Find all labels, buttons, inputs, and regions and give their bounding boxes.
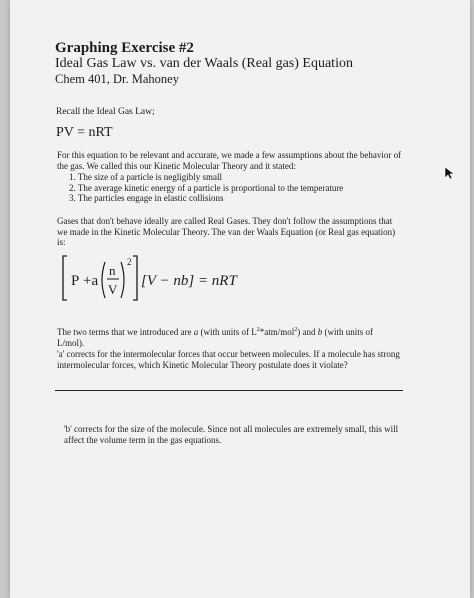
terms-intro-d: ) and: [297, 327, 318, 337]
vdw-equation-graphic: [61, 252, 291, 304]
document-page: [10, 0, 470, 598]
terms-intro-e: (with units of: [322, 327, 373, 337]
terms-intro: [57, 327, 373, 338]
terms-intro-c: *atm/mol: [259, 327, 295, 337]
list-item: 1. The size of a particle is negligibly small: [69, 172, 223, 182]
vdw-v: V: [108, 282, 118, 297]
assumptions-list: [69, 172, 343, 204]
real-gas-text: Gases that don't behave ideally are called Real Gases. They don't follow the assumptions that we made in the Kinetic Molecular Theory. The van der Waals Equation (or Real gas equation) is:: [57, 216, 396, 247]
term-a: a: [193, 327, 199, 337]
page-title: Graphing Exercise #2: [55, 40, 194, 56]
recall-text: Recall the Ideal Gas Law;: [56, 107, 155, 117]
terms-intro-b: (with units of L: [198, 327, 257, 337]
vdw-rhs: [V − nb] = nRT: [141, 273, 237, 289]
list-item: 3. The particles engage in elastic collisions: [69, 193, 224, 203]
a-correction-text: 'a' corrects for the intermolecular forces that occur between molecules. If a molecule has strong intermolecular forces, which Kinetic Molecular Theory postulate does it violate?: [57, 349, 400, 370]
vdw-n: n: [109, 263, 116, 278]
units-sup-2: 2: [294, 327, 298, 333]
page-subtitle: Ideal Gas Law vs. van der Waals (Real gas) Equation: [55, 56, 353, 71]
assumptions-intro: For this equation to be relevant and accurate, we made a few assumptions about the behavior of the gas. We called this our Kinetic Molecular Theory and it stated:: [57, 150, 402, 171]
terms-units-line: L/mol).: [57, 338, 85, 348]
b-correction-text: 'b' corrects for the size of the molecule. Since not all molecules are extremely small, this will affect the volume term in the gas equations.: [64, 424, 399, 445]
terms-intro-a: The two terms that we introduced are: [57, 327, 194, 337]
answer-line[interactable]: [55, 390, 403, 391]
ideal-gas-equation: PV = nRT: [56, 125, 113, 140]
mouse-cursor-icon: [444, 166, 456, 180]
course-line: Chem 401, Dr. Mahoney: [55, 72, 179, 86]
term-b: b: [317, 327, 323, 337]
vdw-plus-a: +a: [83, 273, 99, 289]
vdw-exponent: 2: [127, 257, 132, 267]
units-sup-1: 2: [256, 327, 260, 333]
list-item: 2. The average kinetic energy of a particle is proportional to the temperature: [69, 182, 344, 193]
van-der-waals-equation: [61, 252, 291, 304]
vdw-p: P: [71, 273, 80, 289]
